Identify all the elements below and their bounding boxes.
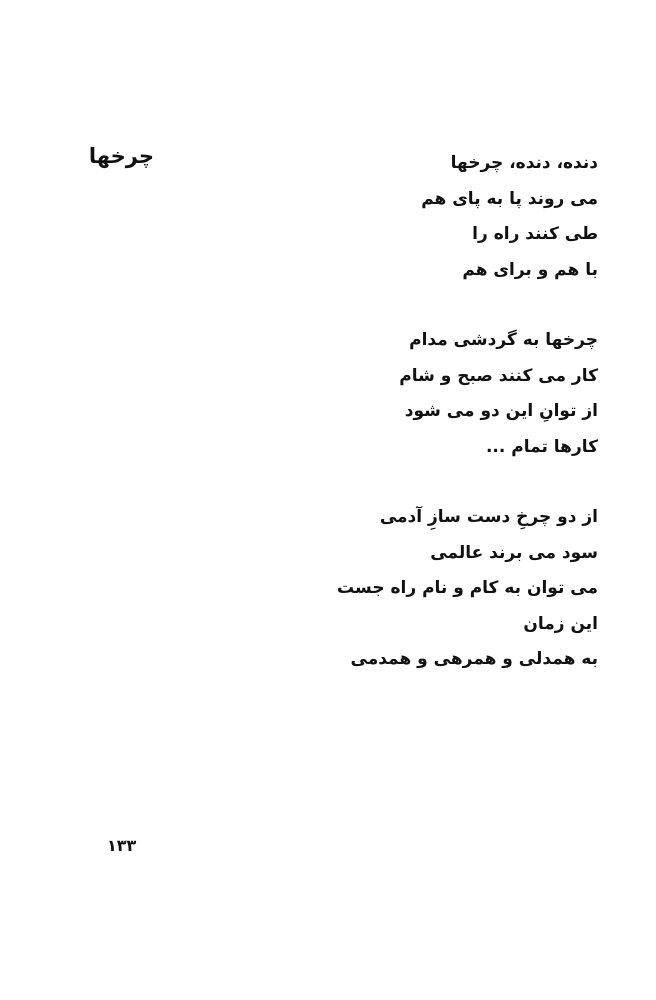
poem-line: می توان به کام و نام راه جست bbox=[337, 578, 598, 598]
poem-line: از دو چرخِ دست سازِ آدمی bbox=[379, 507, 598, 527]
poem-line: دنده، دنده، چرخها bbox=[450, 153, 598, 173]
poem-line: با هم و برای هم bbox=[462, 259, 598, 280]
stanza-2 bbox=[298, 323, 598, 465]
poem-line: طی کنند راه را bbox=[472, 224, 598, 244]
poem-line: می روند پا به پای هم bbox=[421, 188, 598, 209]
stanza-divider bbox=[298, 288, 598, 323]
poem-line: این زمان bbox=[523, 613, 598, 634]
poem-line: کار می کنند صبح و شام bbox=[399, 365, 598, 386]
stanza-divider bbox=[298, 465, 598, 500]
poem-body bbox=[298, 146, 598, 678]
poem-line: کارها تمام ... bbox=[485, 436, 598, 457]
stanza-1 bbox=[298, 146, 598, 288]
page-number: ۱۳۳ bbox=[107, 836, 137, 855]
poem-line: سود می برند عالمی bbox=[430, 542, 598, 563]
poem-line: از توانِ این دو می شود bbox=[404, 401, 598, 421]
poem-line: چرخها به گردشی مدام bbox=[409, 330, 598, 350]
poem-line: به همدلی و همرهی و همدمی bbox=[350, 649, 598, 669]
stanza-3 bbox=[298, 500, 598, 678]
poem-title: چرخها bbox=[88, 144, 154, 168]
